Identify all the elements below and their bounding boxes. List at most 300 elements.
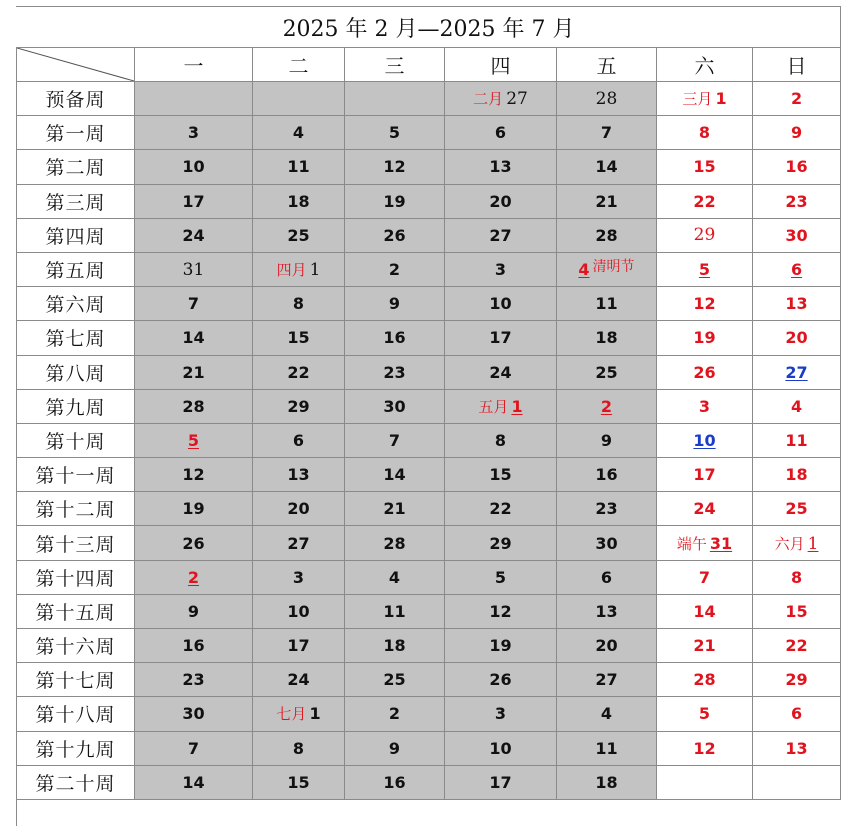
day-cell	[253, 526, 345, 560]
day-number: 28	[693, 670, 716, 690]
day-number: 30	[182, 704, 205, 724]
day-number: 5	[187, 430, 200, 450]
day-number: 29	[287, 396, 310, 416]
week-label: 第十三周	[17, 526, 135, 560]
week-label: 第五周	[17, 252, 135, 286]
month-marker: 二月	[473, 90, 504, 109]
week-label: 第十九周	[17, 731, 135, 765]
day-cell	[657, 458, 753, 492]
week-row	[17, 663, 841, 697]
week-label: 第六周	[17, 287, 135, 321]
day-number: 12	[693, 738, 716, 758]
week-row	[17, 218, 841, 252]
day-cell	[253, 731, 345, 765]
day-number: 3	[698, 396, 711, 416]
day-cell	[657, 150, 753, 184]
day-number: 9	[790, 123, 803, 143]
day-number: 6	[790, 260, 803, 280]
day-number: 4	[790, 396, 803, 416]
day-cell	[445, 321, 557, 355]
day-cell	[345, 765, 445, 799]
day-cell	[753, 82, 841, 116]
day-cell	[345, 697, 445, 731]
day-number: 10	[489, 738, 512, 758]
day-number: 14	[182, 328, 205, 348]
day-cell	[657, 82, 753, 116]
week-row	[17, 629, 841, 663]
day-number: 13	[489, 157, 512, 177]
day-cell	[345, 287, 445, 321]
week-row	[17, 82, 841, 116]
weekday-header-wed: 三	[345, 48, 445, 82]
day-cell	[445, 629, 557, 663]
day-cell	[657, 663, 753, 697]
day-cell	[557, 218, 657, 252]
day-cell	[345, 458, 445, 492]
day-number: 24	[182, 225, 205, 245]
day-cell	[345, 218, 445, 252]
day-cell	[657, 116, 753, 150]
day-number: 22	[785, 636, 808, 656]
day-number: 1	[309, 260, 321, 281]
day-number: 10	[287, 601, 310, 621]
day-cell	[445, 287, 557, 321]
day-number: 29	[785, 670, 808, 690]
day-cell	[753, 389, 841, 423]
day-number: 3	[292, 567, 305, 587]
day-number: 9	[388, 738, 401, 758]
day-cell	[345, 355, 445, 389]
day-number: 4	[578, 259, 590, 279]
day-cell	[657, 560, 753, 594]
day-cell	[753, 526, 841, 560]
day-cell	[557, 526, 657, 560]
day-number: 29	[693, 225, 716, 246]
day-cell	[345, 423, 445, 457]
week-label: 第八周	[17, 355, 135, 389]
day-cell	[253, 150, 345, 184]
day-number: 18	[785, 465, 808, 485]
day-number: 11	[383, 601, 406, 621]
day-cell	[445, 765, 557, 799]
day-number: 19	[489, 636, 512, 656]
day-cell	[135, 355, 253, 389]
day-number: 26	[182, 533, 205, 553]
day-cell	[657, 526, 753, 560]
day-cell	[657, 218, 753, 252]
day-number: 22	[287, 362, 310, 382]
day-cell	[657, 184, 753, 218]
day-number: 5	[388, 123, 401, 143]
day-number: 23	[182, 670, 205, 690]
week-row	[17, 458, 841, 492]
day-number: 16	[182, 636, 205, 656]
day-cell	[135, 184, 253, 218]
day-number: 6	[790, 704, 803, 724]
day-number: 18	[595, 772, 618, 792]
week-label: 预备周	[17, 82, 135, 116]
day-number: 2	[790, 89, 803, 109]
week-row	[17, 355, 841, 389]
day-number: 27	[595, 670, 618, 690]
day-number: 26	[383, 225, 406, 245]
week-label: 第二周	[17, 150, 135, 184]
day-number: 12	[693, 294, 716, 314]
week-label: 第十周	[17, 423, 135, 457]
month-marker: 六月	[774, 534, 805, 553]
day-cell	[135, 731, 253, 765]
day-number: 28	[383, 533, 406, 553]
day-number: 7	[187, 738, 200, 758]
day-number: 7	[698, 567, 711, 587]
day-cell	[753, 663, 841, 697]
day-cell	[657, 355, 753, 389]
bottom-margin-line	[16, 812, 841, 826]
day-cell	[253, 765, 345, 799]
day-number: 27	[287, 533, 310, 553]
day-number: 1	[309, 704, 321, 724]
day-number: 5	[698, 704, 711, 724]
day-number: 6	[494, 123, 507, 143]
day-number: 28	[595, 225, 618, 245]
day-number: 20	[785, 328, 808, 348]
day-number: 13	[785, 294, 808, 314]
day-number: 15	[693, 157, 716, 177]
week-row	[17, 731, 841, 765]
day-cell	[135, 287, 253, 321]
day-cell	[557, 150, 657, 184]
day-number: 10	[489, 294, 512, 314]
day-cell	[445, 594, 557, 628]
day-number: 9	[600, 430, 613, 450]
day-number: 17	[489, 328, 512, 348]
day-number: 5	[698, 260, 711, 280]
day-cell	[657, 389, 753, 423]
day-cell	[445, 458, 557, 492]
weekday-header-thu: 四	[445, 48, 557, 82]
month-marker: 五月	[478, 397, 509, 416]
day-cell	[657, 594, 753, 628]
day-cell	[557, 321, 657, 355]
day-number: 18	[595, 328, 618, 348]
day-cell	[253, 663, 345, 697]
day-cell	[345, 116, 445, 150]
day-cell	[445, 355, 557, 389]
week-row	[17, 116, 841, 150]
day-cell	[753, 184, 841, 218]
day-cell	[135, 492, 253, 526]
day-number: 24	[693, 499, 716, 519]
day-number: 8	[292, 738, 305, 758]
week-label: 第十六周	[17, 629, 135, 663]
week-label: 第四周	[17, 218, 135, 252]
week-label: 第十五周	[17, 594, 135, 628]
day-number: 27	[785, 362, 808, 382]
day-number: 15	[287, 328, 310, 348]
day-cell	[135, 82, 253, 116]
semester-calendar-table	[16, 6, 841, 800]
week-label: 第十八周	[17, 697, 135, 731]
week-row	[17, 594, 841, 628]
week-row	[17, 184, 841, 218]
day-cell	[445, 423, 557, 457]
day-cell	[253, 287, 345, 321]
day-cell	[253, 458, 345, 492]
weekday-header-mon: 一	[135, 48, 253, 82]
week-row	[17, 560, 841, 594]
day-number: 27	[489, 225, 512, 245]
day-cell	[253, 629, 345, 663]
corner-diagonal-cell	[17, 48, 135, 82]
day-cell	[445, 184, 557, 218]
week-label: 第七周	[17, 321, 135, 355]
week-label: 第二十周	[17, 765, 135, 799]
day-cell	[253, 423, 345, 457]
day-number: 17	[489, 772, 512, 792]
day-cell	[753, 116, 841, 150]
day-cell	[753, 492, 841, 526]
weekday-header-sun: 日	[753, 48, 841, 82]
day-cell	[557, 629, 657, 663]
day-cell	[445, 526, 557, 560]
day-cell	[345, 252, 445, 286]
day-number: 18	[287, 191, 310, 211]
day-number: 3	[494, 704, 507, 724]
day-number: 2	[388, 704, 401, 724]
week-row	[17, 389, 841, 423]
week-label: 第十七周	[17, 663, 135, 697]
week-row	[17, 492, 841, 526]
day-cell	[445, 218, 557, 252]
week-row	[17, 423, 841, 457]
day-number: 2	[388, 260, 401, 280]
day-cell	[135, 218, 253, 252]
day-cell	[135, 458, 253, 492]
day-number: 17	[693, 465, 716, 485]
day-number: 29	[489, 533, 512, 553]
day-number: 7	[600, 123, 613, 143]
week-label: 第九周	[17, 389, 135, 423]
day-cell	[557, 560, 657, 594]
day-number: 6	[600, 567, 613, 587]
day-number: 8	[292, 294, 305, 314]
day-cell	[135, 116, 253, 150]
day-cell	[445, 492, 557, 526]
day-number: 14	[383, 465, 406, 485]
day-number: 13	[287, 465, 310, 485]
day-cell	[557, 355, 657, 389]
day-number: 12	[383, 157, 406, 177]
week-row	[17, 150, 841, 184]
day-cell	[253, 697, 345, 731]
day-number: 8	[790, 567, 803, 587]
weekday-header-fri: 五	[557, 48, 657, 82]
day-cell	[657, 423, 753, 457]
month-marker: 端午	[676, 534, 707, 553]
day-cell	[345, 526, 445, 560]
day-cell	[445, 116, 557, 150]
week-label: 第十一周	[17, 458, 135, 492]
holiday-note: 清明节	[592, 258, 635, 275]
day-cell	[753, 560, 841, 594]
day-number: 16	[785, 157, 808, 177]
day-cell	[135, 321, 253, 355]
day-cell	[557, 697, 657, 731]
day-cell	[657, 287, 753, 321]
day-number: 17	[287, 636, 310, 656]
day-cell	[445, 663, 557, 697]
month-marker: 四月	[276, 261, 307, 280]
day-number: 25	[595, 362, 618, 382]
day-number: 22	[489, 499, 512, 519]
day-cell	[345, 82, 445, 116]
day-cell	[753, 458, 841, 492]
day-number: 1	[715, 89, 727, 109]
day-number: 25	[287, 225, 310, 245]
day-cell	[557, 731, 657, 765]
day-cell	[345, 663, 445, 697]
day-number: 26	[693, 362, 716, 382]
day-cell	[557, 765, 657, 799]
day-number: 20	[489, 191, 512, 211]
diagonal-line-icon	[17, 48, 134, 81]
day-cell	[657, 492, 753, 526]
day-number: 8	[698, 123, 711, 143]
day-number: 4	[388, 567, 401, 587]
day-cell	[345, 629, 445, 663]
day-cell	[253, 594, 345, 628]
week-label: 第十二周	[17, 492, 135, 526]
day-number: 15	[785, 601, 808, 621]
week-row	[17, 287, 841, 321]
day-number: 8	[494, 430, 507, 450]
day-cell	[135, 663, 253, 697]
day-cell	[657, 765, 753, 799]
weekday-header-tue: 二	[253, 48, 345, 82]
day-number: 7	[388, 430, 401, 450]
week-row	[17, 765, 841, 799]
day-number: 10	[693, 430, 716, 450]
day-cell	[135, 150, 253, 184]
day-cell	[345, 731, 445, 765]
day-cell	[135, 389, 253, 423]
day-number: 17	[182, 191, 205, 211]
day-cell	[753, 150, 841, 184]
day-number: 19	[383, 191, 406, 211]
day-cell	[345, 594, 445, 628]
day-number: 10	[182, 157, 205, 177]
day-cell	[253, 389, 345, 423]
week-row	[17, 252, 841, 286]
day-cell	[345, 150, 445, 184]
day-number: 9	[187, 601, 200, 621]
day-number: 13	[785, 738, 808, 758]
day-cell	[445, 731, 557, 765]
day-number: 30	[595, 533, 618, 553]
day-cell	[253, 321, 345, 355]
day-cell	[135, 560, 253, 594]
day-cell	[253, 355, 345, 389]
weekday-header-sat: 六	[657, 48, 753, 82]
day-cell	[557, 492, 657, 526]
day-number: 11	[287, 157, 310, 177]
weekday-header-row	[17, 48, 841, 82]
day-number: 21	[595, 191, 618, 211]
day-cell	[345, 560, 445, 594]
day-number: 22	[693, 191, 716, 211]
day-cell	[753, 423, 841, 457]
day-cell	[753, 629, 841, 663]
day-number: 28	[182, 396, 205, 416]
day-cell	[557, 663, 657, 697]
day-cell	[753, 287, 841, 321]
day-cell	[557, 594, 657, 628]
day-cell	[557, 287, 657, 321]
day-number: 6	[292, 430, 305, 450]
day-cell	[557, 389, 657, 423]
day-cell	[445, 389, 557, 423]
day-number: 12	[489, 601, 512, 621]
month-marker: 三月	[682, 90, 713, 109]
day-cell	[253, 184, 345, 218]
day-cell	[445, 697, 557, 731]
day-number: 1	[511, 396, 523, 416]
day-number: 14	[182, 772, 205, 792]
day-number: 28	[595, 88, 618, 109]
day-number: 18	[383, 636, 406, 656]
day-cell	[445, 252, 557, 286]
week-label: 第十四周	[17, 560, 135, 594]
day-cell	[445, 82, 557, 116]
day-number: 19	[693, 328, 716, 348]
day-number: 1	[807, 533, 819, 554]
day-number: 13	[595, 601, 618, 621]
day-cell	[753, 765, 841, 799]
day-cell	[345, 492, 445, 526]
day-cell	[557, 423, 657, 457]
day-cell	[753, 355, 841, 389]
day-cell	[445, 150, 557, 184]
day-cell	[253, 116, 345, 150]
day-cell	[753, 731, 841, 765]
day-cell	[657, 321, 753, 355]
day-number: 24	[287, 670, 310, 690]
day-number: 16	[383, 328, 406, 348]
day-cell	[657, 731, 753, 765]
day-cell	[557, 252, 657, 286]
day-cell	[253, 492, 345, 526]
day-cell	[345, 389, 445, 423]
day-number: 12	[182, 465, 205, 485]
week-row	[17, 526, 841, 560]
day-cell	[135, 526, 253, 560]
day-number: 21	[693, 636, 716, 656]
day-number: 25	[383, 670, 406, 690]
day-cell	[135, 594, 253, 628]
day-number: 27	[506, 89, 528, 110]
day-cell	[135, 252, 253, 286]
day-number: 4	[292, 123, 305, 143]
day-number: 2	[600, 396, 613, 416]
day-cell	[253, 82, 345, 116]
day-cell	[345, 321, 445, 355]
day-cell	[657, 629, 753, 663]
day-cell	[253, 218, 345, 252]
day-number: 20	[287, 499, 310, 519]
day-number: 16	[383, 772, 406, 792]
day-number: 21	[182, 362, 205, 382]
day-number: 24	[489, 362, 512, 382]
